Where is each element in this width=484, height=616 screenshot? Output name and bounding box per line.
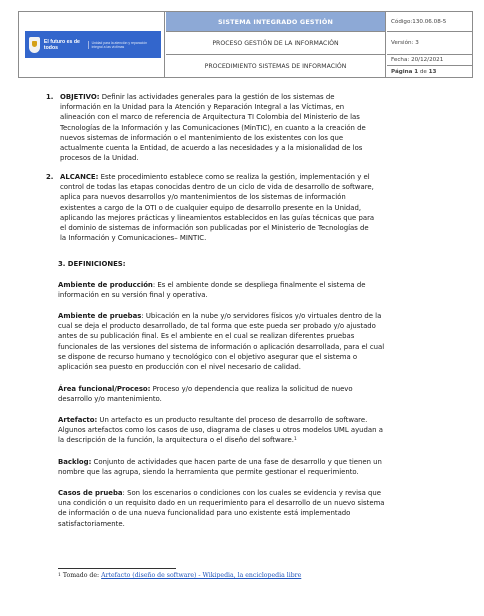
process-title: PROCESO GESTIÓN DE LA INFORMACIÓN <box>166 32 386 55</box>
def-term: Ambiente de producción <box>58 281 153 289</box>
unidad-victimas-logo <box>25 31 161 58</box>
logo-sub-text: Unidad para la atención y reparación integral a las víctimas <box>88 41 157 49</box>
section-alcance: ALCANCE: Este procedimiento establece como se realiza la gestión, implementación y el control de todas las etapas conocidas dentro de un ciclo de vida de desarrollo de software, aplica para nuevos desarrollos y/o mantenimientos de los sistemas de información existentes a cargo de la OTI o de cualquier equipo de desarrollo presente en la Unidad, aplicando las mejores prácticas y lineamientos establecidos en las guías técnicas que para el dominio de sistemas de información son publicadas por el Ministerio de Tecnologías de la Información y Comunicaciones– MINTIC. <box>60 173 375 243</box>
def-casos-prueba: Casos de prueba: Son los escenarios o condiciones con los cuales se evidencia y revisa que una condición o un requisito dado en un requerimiento para el desarrollo de un nuevo sistema de información o de una nueva funcionalidad para uno existente está implementado satisfactoriamente. <box>58 489 385 528</box>
document-version: Versión: 3 <box>387 32 473 55</box>
procedure-title: PROCEDIMIENTO SISTEMAS DE INFORMACIÓN <box>166 55 386 77</box>
def-term: Área funcional/Proceso: <box>58 385 151 393</box>
colombia-shield-icon <box>29 37 40 53</box>
alcance-label: ALCANCE: <box>60 173 99 181</box>
def-term: Casos de prueba <box>58 489 123 497</box>
logo-cell <box>19 12 165 77</box>
definiciones-heading: 3. DEFINICIONES: <box>58 260 126 268</box>
def-term: Artefacto: <box>58 416 98 424</box>
logo-main-text: El futuro es de todos <box>43 38 80 51</box>
def-ambiente-produccion: Ambiente de producción: Es el ambiente donde se despliega finalmente el sistema de información en su versión final y operativa. <box>58 281 366 300</box>
def-term: Backlog: <box>58 458 92 466</box>
def-term: Ambiente de pruebas <box>58 312 142 320</box>
document-header <box>18 11 473 78</box>
document-code: Código:130.06.08-5 <box>387 12 473 32</box>
footnote-separator <box>58 568 176 569</box>
document-date: Fecha: 20/12/2021 <box>387 55 473 66</box>
footnote: $^1$ Tomado de: Artefacto (diseño de software) - Wikipedia, la enciclopedia libre <box>58 572 302 579</box>
objetivo-label: OBJETIVO: <box>60 93 100 101</box>
footnote-link[interactable]: Artefacto (diseño de software) - Wikipedia, la enciclopedia libre <box>101 572 302 579</box>
footnote-reference[interactable]: 1 <box>293 437 297 443</box>
section-objetivo: OBJETIVO: Definir las actividades generales para la gestión de los sistemas de información en la Unidad para la Atención y Reparación Integral a las Víctimas, en alineación con el marco de referencia de Arquitectura TI Colombia del Ministerio de las Tecnologías de la Información y las Comunicaciones (MinTIC), en cuanto a la creación de nuevos sistemas de información o el mantenimiento de los existentes con los que actualmente cuenta la Entidad, de acuerdo a las necesidades y a la misionalidad de los procesos de la Unidad. <box>60 93 366 163</box>
def-artefacto: Artefacto: Un artefacto es un producto resultante del proceso de desarrollo de software. Algunos artefactos como los casos de uso, diagrama de clases u otros modelos UML ayudan a la descripción de la función, la arquitectura o el diseño del software.$^1$ <box>58 416 383 445</box>
def-ambiente-pruebas: Ambiente de pruebas: Ubicación en la nube y/o servidores físicos y/o virtuales dentro de la cual se deja el producto desarrollado, de tal forma que este pueda ser probado y/o ajustado antes de su publicación final. Es el ambiente en el cual se realizan diferentes pruebas funcionales de las versiones del sistema de información o aplicación desarrollada, para el cual se dispone de recurso humano y tecnológico con el objetivo asegurar que el sistema o aplicación sea puesto en producción con el nivel necesario de calidad. <box>58 312 385 372</box>
section-number-objetivo: 1. <box>46 93 54 101</box>
def-area-funcional: Área funcional/Proceso: Proceso y/o dependencia que realiza la solicitud de nuevo desarrollo y/o mantenimiento. <box>58 385 353 404</box>
page-number: Página 1 de 13 <box>391 68 437 75</box>
system-title: SISTEMA INTEGRADO GESTIÓN <box>166 12 386 32</box>
section-number-alcance: 2. <box>46 173 54 181</box>
def-backlog: Backlog: Conjunto de actividades que hacen parte de una fase de desarrollo y que tienen un nombre que las agrupa, siendo la herramienta que permite gestionar el requerimiento. <box>58 458 382 477</box>
